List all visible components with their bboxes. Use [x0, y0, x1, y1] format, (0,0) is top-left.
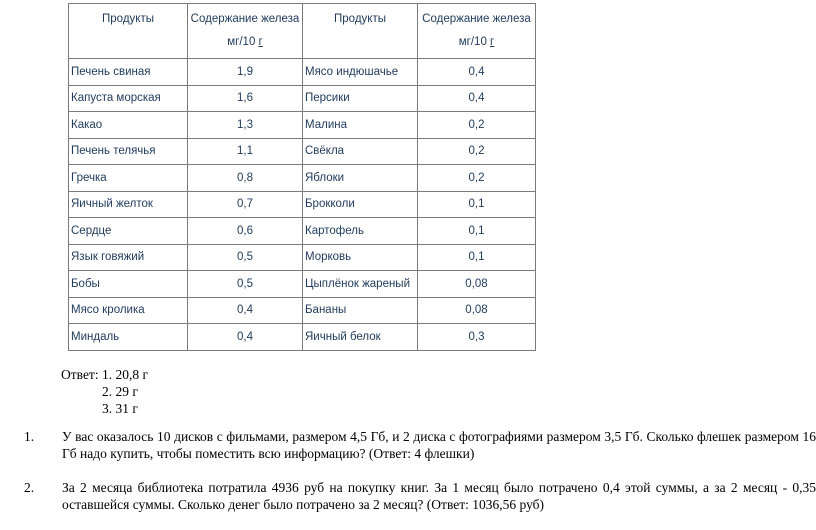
right-iron-value: 0,1 [418, 191, 536, 218]
right-product-name: Брокколи [303, 191, 418, 218]
right-iron-value: 0,4 [418, 59, 536, 86]
header-products-left: Продукты [69, 4, 188, 59]
header-iron-right [418, 4, 536, 59]
header-iron-left-unit-g: г [258, 36, 263, 48]
table-row [69, 112, 536, 139]
task-text: У вас оказалось 10 дисков с фильмами, размером 4,5 Гб, и 2 диска с фотографиями размером 3,5 Гб. Сколько флешек размером 16 Гб надо купить, чтобы поместить всю информацию? (Ответ: 4 флешки) [62, 429, 816, 461]
left-iron-value: 0,4 [188, 324, 303, 351]
right-iron-value: 0,08 [418, 297, 536, 324]
task-item [24, 479, 816, 513]
right-iron-value: 0,08 [418, 271, 536, 298]
left-product-name: Сердце [69, 218, 188, 245]
header-iron-right-title: Содержание железа [422, 13, 531, 25]
table-header-row [69, 4, 536, 59]
right-product-name: Малина [303, 112, 418, 139]
table-row [69, 244, 536, 271]
right-iron-value: 0,1 [418, 244, 536, 271]
right-iron-value: 0,2 [418, 112, 536, 139]
table-row [69, 271, 536, 298]
left-iron-value: 0,4 [188, 297, 303, 324]
left-iron-value: 1,3 [188, 112, 303, 139]
right-iron-value: 0,2 [418, 138, 536, 165]
right-product-name: Яблоки [303, 165, 418, 192]
table-row [69, 324, 536, 351]
header-iron-left-title: Содержание железа [190, 13, 300, 25]
left-iron-value: 1,1 [188, 138, 303, 165]
iron-content-table [68, 3, 536, 351]
answer-line-2: 2. 29 г [102, 384, 138, 399]
right-product-name: Бананы [303, 297, 418, 324]
right-iron-value: 0,4 [418, 85, 536, 112]
task-list [24, 428, 816, 513]
right-product-name: Мясо индюшачье [303, 59, 418, 86]
left-iron-value: 0,5 [188, 244, 303, 271]
task-number: 1. [24, 429, 35, 444]
right-product-name: Яичный белок [303, 324, 418, 351]
left-product-name: Мясо кролика [69, 297, 188, 324]
right-iron-value: 0,2 [418, 165, 536, 192]
header-iron-left [188, 4, 303, 59]
header-iron-right-unit: мг/10 [458, 36, 491, 48]
left-product-name: Какао [69, 112, 188, 139]
left-product-name: Печень свиная [69, 59, 188, 86]
header-iron-left-unit: мг/10 [227, 36, 259, 48]
left-iron-value: 0,8 [188, 165, 303, 192]
left-iron-value: 0,6 [188, 218, 303, 245]
right-iron-value: 0,3 [418, 324, 536, 351]
answer-block [61, 366, 148, 417]
header-iron-right-unit-g: г [490, 36, 495, 48]
table-row [69, 85, 536, 112]
right-product-name: Цыплёнок жареный [303, 271, 418, 298]
right-product-name: Картофель [303, 218, 418, 245]
answer-line-1: Ответ: 1. 20,8 г [61, 367, 148, 382]
answer-line-3: 3. 31 г [102, 401, 138, 416]
left-product-name: Печень телячья [69, 138, 188, 165]
table-row [69, 191, 536, 218]
right-iron-value: 0,1 [418, 218, 536, 245]
left-iron-value: 1,9 [188, 59, 303, 86]
task-item [24, 428, 816, 462]
left-iron-value: 0,5 [188, 271, 303, 298]
table-row [69, 138, 536, 165]
right-product-name: Персики [303, 85, 418, 112]
task-number: 2. [24, 480, 35, 495]
left-iron-value: 0,7 [188, 191, 303, 218]
left-product-name: Яичный желток [69, 191, 188, 218]
table-row [69, 59, 536, 86]
left-product-name: Миндаль [69, 324, 188, 351]
left-iron-value: 1,6 [188, 85, 303, 112]
left-product-name: Гречка [69, 165, 188, 192]
left-product-name: Язык говяжий [69, 244, 188, 271]
header-products-right: Продукты [303, 4, 418, 59]
table-row [69, 218, 536, 245]
right-product-name: Свёкла [303, 138, 418, 165]
table-row [69, 165, 536, 192]
left-product-name: Капуста морская [69, 85, 188, 112]
task-text: За 2 месяца библиотека потратила 4936 руб на покупку книг. За 1 месяц было потрачено 0,4 этой суммы, а за 2 месяц - 0,35 оставшейся суммы. Сколько денег было потрачено за 2 месяц? (Ответ: 1036,56 руб) [62, 480, 816, 512]
table-row [69, 297, 536, 324]
left-product-name: Бобы [69, 271, 188, 298]
right-product-name: Морковь [303, 244, 418, 271]
